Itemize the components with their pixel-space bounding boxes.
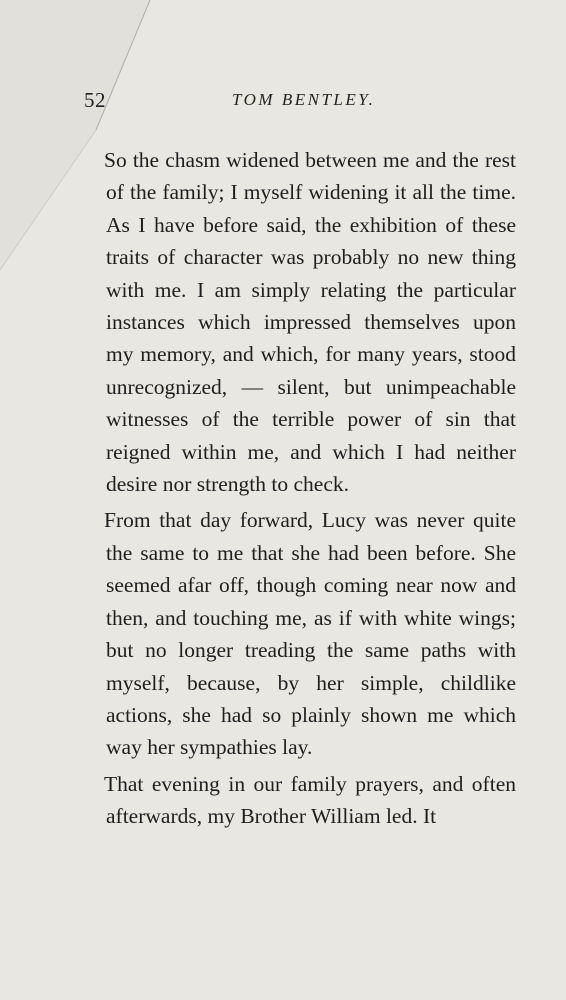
body-text <box>106 144 516 833</box>
paragraph: So the chasm widened between me and the rest of the family; I myself widening it all the time. As I have before said, the exhibition of these traits of character was probably no new thing with me. I am simply relating the particular instances which impressed themselves upon my memory, and which, for many years, stood unrecognized, — silent, but unimpeachable witnesses of the terrible power of sin that reigned within me, and which I had neither desire nor strength to check. <box>104 148 516 497</box>
running-title: TOM BENTLEY. <box>232 90 376 109</box>
page-number: 52 <box>84 88 106 112</box>
paragraph: That evening in our family prayers, and often afterwards, my Brother William led. It <box>104 771 516 829</box>
page-header <box>84 88 504 118</box>
paragraph: From that day forward, Lucy was never quite the same to me that she had been before. She seemed afar off, though coming near now and then, and touching me, as if with white wings; but no longer treading the same paths with myself, because, by her simple, childlike actions, she had so plainly shown me which way her sympathies lay. <box>104 508 516 760</box>
